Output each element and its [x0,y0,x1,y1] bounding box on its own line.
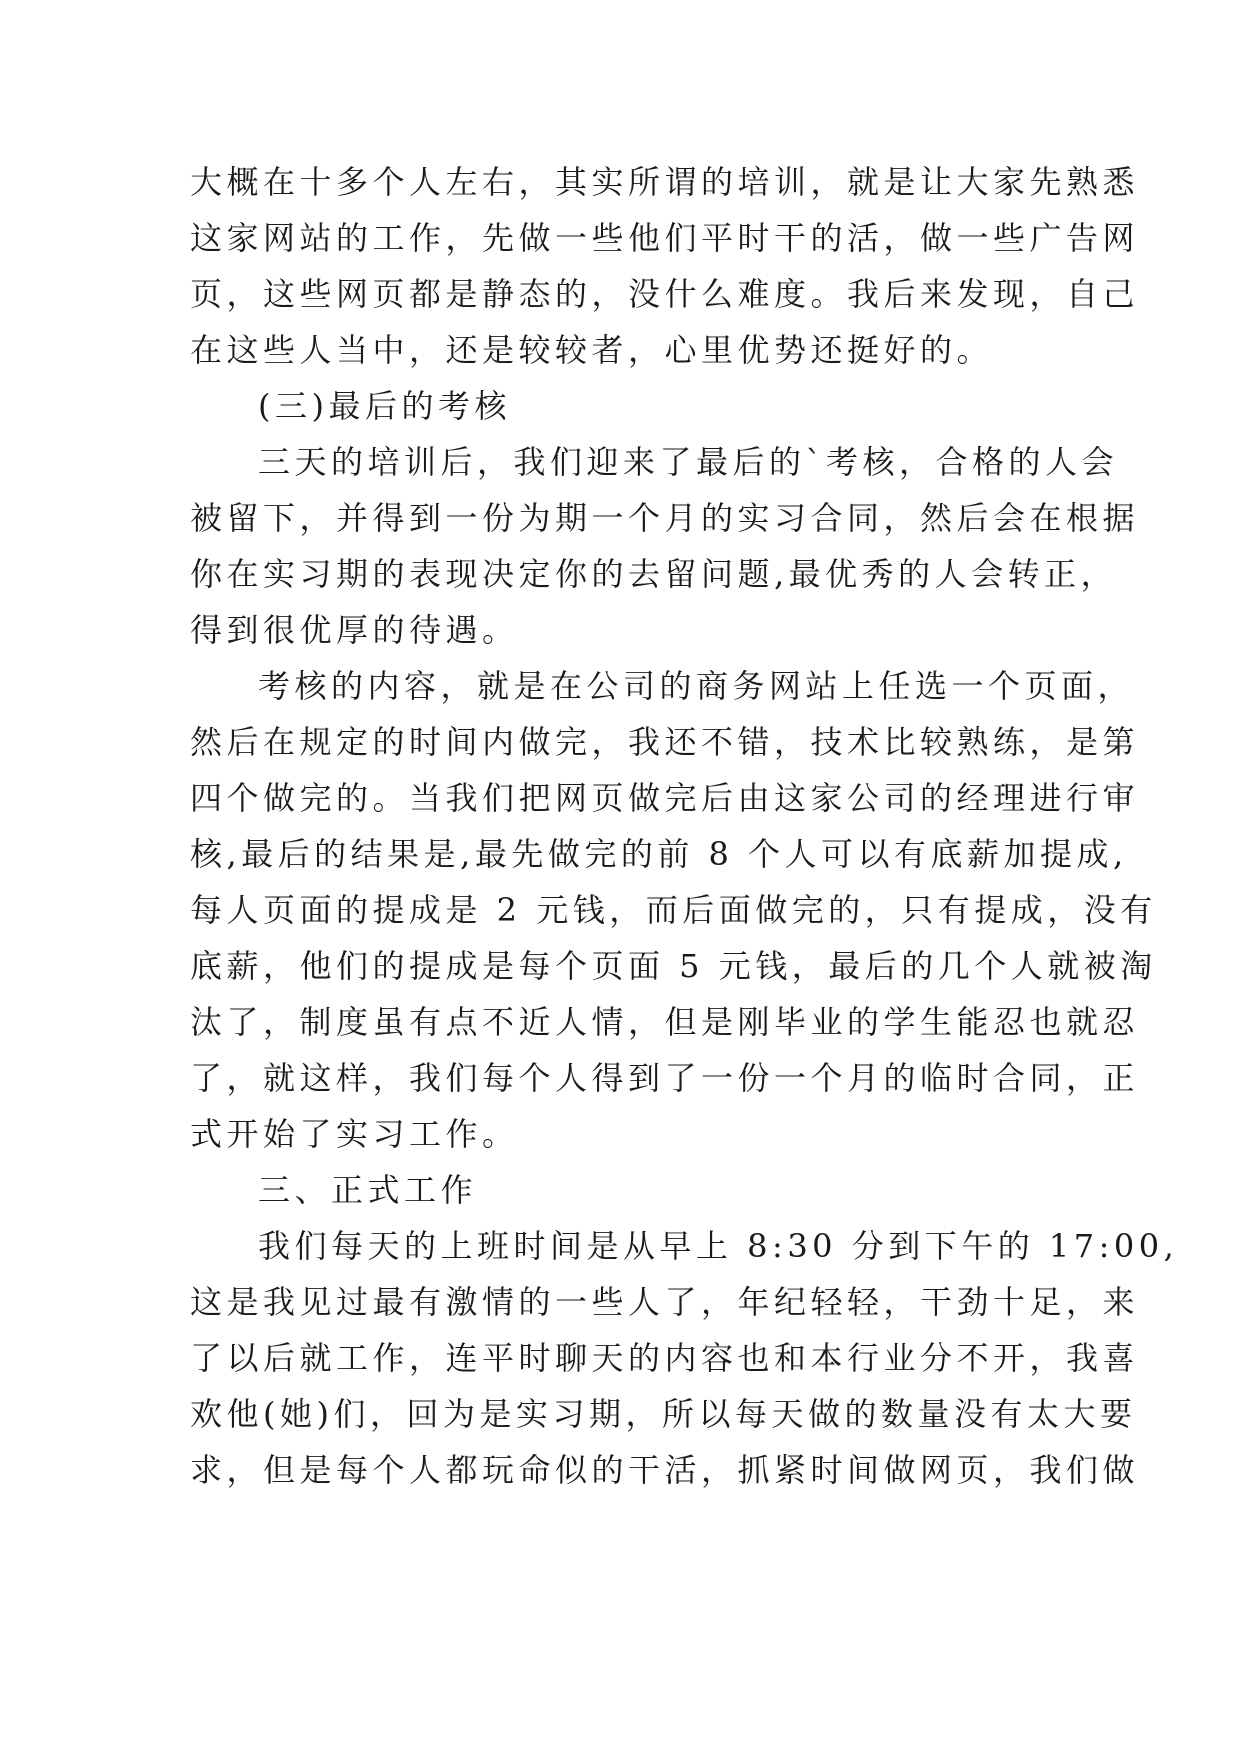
text-line: 汰了，制度虽有点不近人情，但是刚毕业的学生能忍也就忍 [190,1003,1140,1041]
text-line: 了以后就工作，连平时聊天的内容也和本行业分不开，我喜 [190,1339,1140,1377]
text-line: 每人页面的提成是 2 元钱，而后面做完的，只有提成，没有 [190,891,1157,929]
text-line: 核,最后的结果是,最先做完的前 8 个人可以有底薪加提成, [190,835,1128,873]
text-line: 这是我见过最有激情的一些人了，年纪轻轻，干劲十足，来 [190,1283,1140,1321]
text-line: 在这些人当中，还是较较者，心里优势还挺好的。 [190,331,994,369]
text-line: 被留下，并得到一份为期一个月的实习合同，然后会在根据 [190,499,1140,537]
text-line: 考核的内容，就是在公司的商务网站上任选一个页面， [258,667,1135,705]
text-line: 欢他(她)们，回为是实习期，所以每天做的数量没有太大要 [190,1395,1137,1433]
text-line: 页，这些网页都是静态的，没什么难度。我后来发现，自己 [190,275,1140,313]
text-line: 然后在规定的时间内做完，我还不错，技术比较熟练，是第 [190,723,1140,761]
section-heading: (三)最后的考核 [258,387,511,425]
text-line: 三天的培训后，我们迎来了最后的`考核，合格的人会 [258,443,1119,481]
text-line: 我们每天的上班时间是从早上 8:30 分到下午的 17:00, [258,1227,1179,1265]
text-line: 得到很优厚的待遇。 [190,611,519,649]
text-line: 你在实习期的表现决定你的去留问题,最优秀的人会转正， [190,555,1118,593]
section-heading: 三、正式工作 [258,1171,478,1209]
text-line: 这家网站的工作，先做一些他们平时干的活，做一些广告网 [190,219,1140,257]
text-line: 大概在十多个人左右，其实所谓的培训，就是让大家先熟悉 [190,163,1140,201]
text-line: 四个做完的。当我们把网页做完后由这家公司的经理进行审 [190,779,1140,817]
text-line: 底薪，他们的提成是每个页面 5 元钱，最后的几个人就被淘 [190,947,1157,985]
text-line: 式开始了实习工作。 [190,1115,519,1153]
text-line: 了，就这样，我们每个人得到了一份一个月的临时合同，正 [190,1059,1140,1097]
text-line: 求，但是每个人都玩命似的干活，抓紧时间做网页，我们做 [190,1451,1140,1489]
